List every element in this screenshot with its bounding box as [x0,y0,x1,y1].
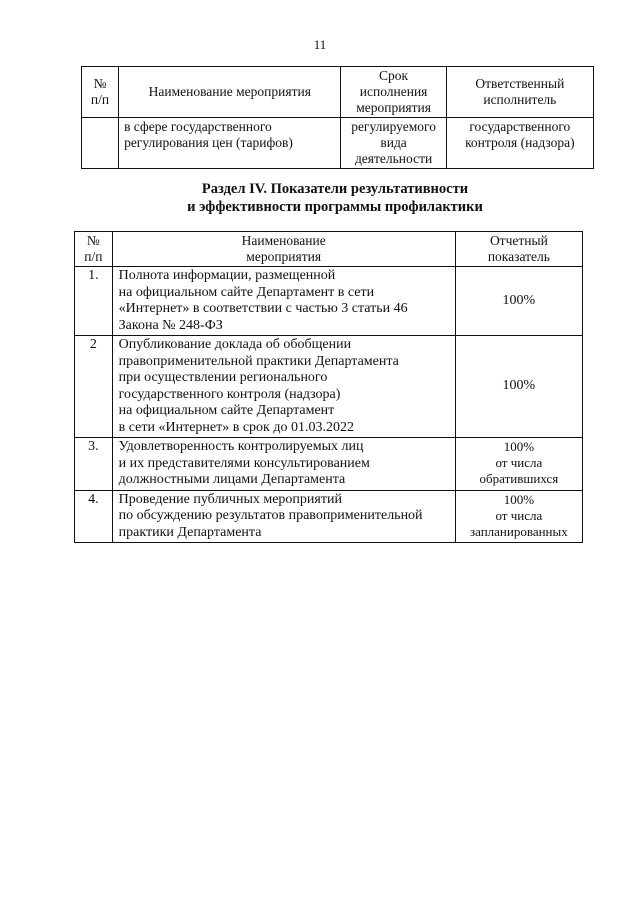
cell-deadline: регулируемого вида деятельности [341,118,446,169]
page-number: 11 [313,37,327,52]
table-row [75,267,583,336]
cell-num: 2 [75,336,113,438]
section-title: Раздел IV. Показатели результативности и эффективности программы профилактики [187,181,483,215]
header-responsible: Ответственный исполнитель [446,67,593,118]
cell-num: 4. [75,490,113,543]
header-indicator: Отчетный показатель [455,232,582,267]
header-num: № п/п [75,232,113,267]
cell-measure-name: Удовлетворенность контролируемых лиц и их представителями консультированием должностными лицами Департамента [112,438,455,491]
indicators-table [74,231,583,543]
cell-num: 1. [75,267,113,336]
cell-indicator: 100% от числа обратившихся [455,438,582,491]
cell-num: 3. [75,438,113,491]
table-header-row [75,232,583,267]
table-row [75,438,583,491]
header-measure-name: Наименование мероприятия [119,67,341,118]
cell-measure-name: в сфере государственного регулирования цен (тарифов) [119,118,341,169]
cell-responsible: государственного контроля (надзора) [446,118,593,169]
table-row [75,336,583,438]
header-deadline: Срок исполнения мероприятия [341,67,446,118]
table-header-row [82,67,594,118]
table-row [82,118,594,169]
cell-indicator: 100% [455,267,582,336]
header-num: № п/п [82,67,119,118]
cell-measure-name: Проведение публичных мероприятий по обсуждению результатов правоприменительной практики Департамента [112,490,455,543]
measures-table-continued [81,66,594,169]
header-measure-name: Наименование мероприятия [112,232,455,267]
cell-measure-name: Полнота информации, размещенной на официальном сайте Департамент в сети «Интернет» в соответствии с частью 3 статьи 46 Закона № 248-ФЗ [112,267,455,336]
table-row [75,490,583,543]
cell-num [82,118,119,169]
cell-measure-name: Опубликование доклада об обобщении правоприменительной практики Департамента при осуществлении регионального государственного контроля (надзора) на официальном сайте Департамент в сети «Интернет» в срок до 01.03.2022 [112,336,455,438]
cell-indicator: 100% от числа запланированных [455,490,582,543]
cell-indicator: 100% [455,336,582,438]
